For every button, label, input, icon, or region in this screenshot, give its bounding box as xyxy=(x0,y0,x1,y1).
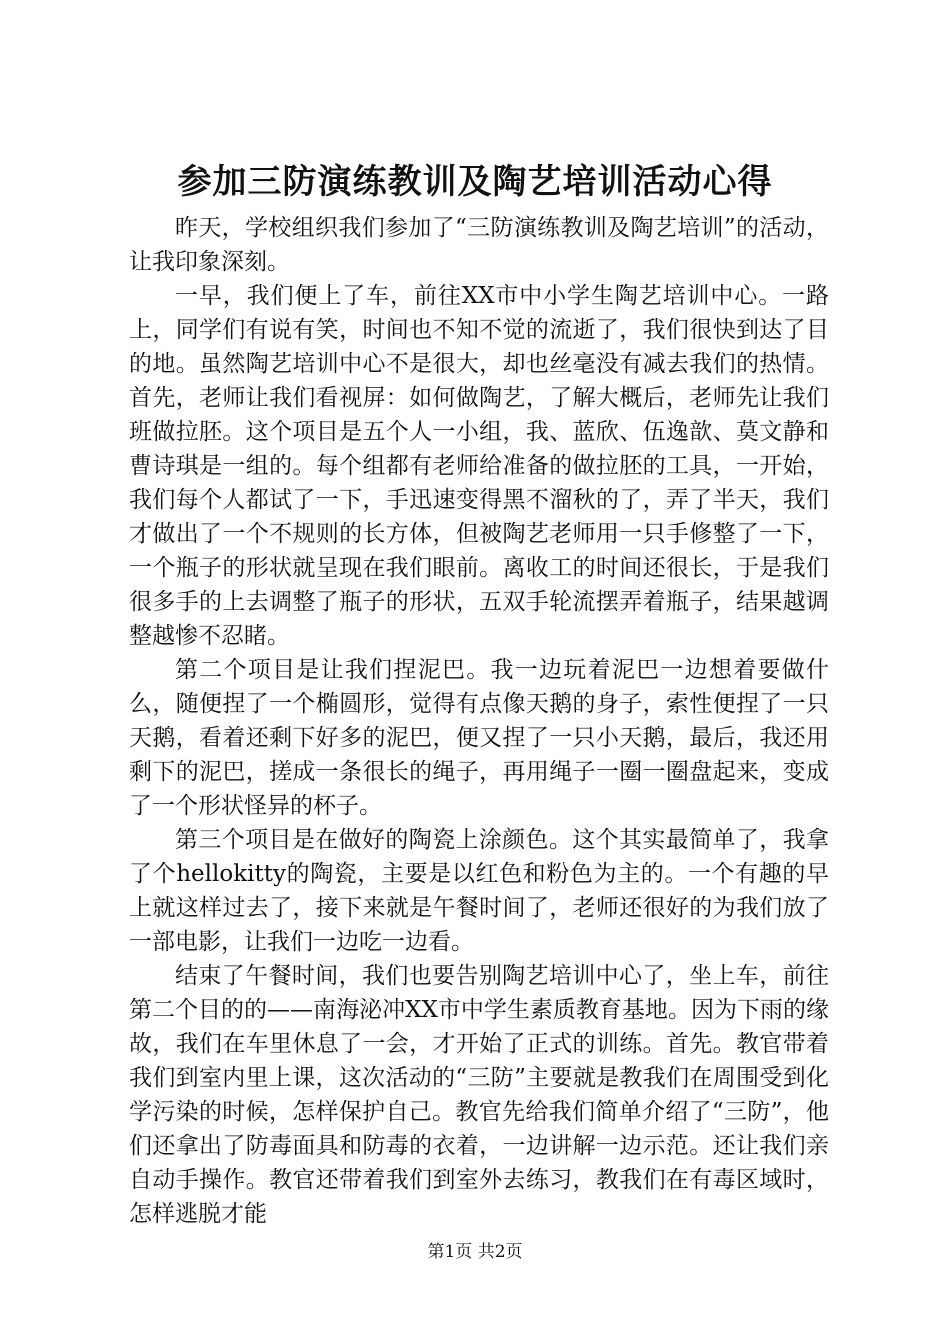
paragraph: 昨天，学校组织我们参加了“三防演练教训及陶艺培训”的活动，让我印象深刻。 xyxy=(129,215,829,275)
page-number-footer: 第1页 共2页 xyxy=(427,1242,523,1262)
paragraph: 结束了午餐时间，我们也要告别陶艺培训中心了，坐上车，前往第二个目的的——南海泌冲XX市中学生素质教育基地。因为下雨的缘故，我们在车里休息了一会，才开始了正式的训练。首先。教官带着我们到室内里上课，这次活动的“三防”主要就是教我们在周围受到化学污染的时候，怎样保护自己。教官先给我们简单介绍了“三防”，他们还拿出了防毒面具和防毒的衣着，一边讲解一边示范。还让我们亲自动手操作。教官还带着我们到室外去练习，教我们在有毒区域时，怎样逃脱才能 xyxy=(129,963,829,1227)
paragraph: 一早，我们便上了车，前往XX市中小学生陶艺培训中心。一路上，同学们有说有笑，时间也不知不觉的流逝了，我们很快到达了目的地。虽然陶艺培训中心不是很大，却也丝毫没有减去我们的热情。首先，老师让我们看视屏：如何做陶艺，了解大概后，老师先让我们班做拉胚。这个项目是五个人一小组，我、蓝欣、伍逸歆、莫文静和曹诗琪是一组的。每个组都有老师给准备的做拉胚的工具，一开始，我们每个人都试了一下，手迅速变得黑不溜秋的了，弄了半天，我们才做出了一个不规则的长方体，但被陶艺老师用一只手修整了一下，一个瓶子的形状就呈现在我们眼前。离收工的时间还很长，于是我们很多手的上去调整了瓶子的形状，五双手轮流摆弄着瓶子，结果越调整越惨不忍睹。 xyxy=(129,283,829,649)
paragraph: 第三个项目是在做好的陶瓷上涂颜色。这个其实最简单了，我拿了个hellokitty的陶瓷，主要是以红色和粉色为主的。一个有趣的早上就这样过去了，接下来就是午餐时间了，老师还很好的为我们放了一部电影，让我们一边吃一边看。 xyxy=(129,827,829,955)
document-title: 参加三防演练教训及陶艺培训活动心得 xyxy=(177,162,773,202)
document-body xyxy=(129,211,829,1231)
paragraph: 第二个项目是让我们捏泥巴。我一边玩着泥巴一边想着要做什么，随便捏了一个椭圆形，觉得有点像天鹅的身子，索性便捏了一只天鹅，看着还剩下好多的泥巴，便又捏了一只小天鹅，最后，我还用剩下的泥巴，搓成一条很长的绳子，再用绳子一圈一圈盘起来，变成了一个形状怪异的杯子。 xyxy=(129,657,829,819)
